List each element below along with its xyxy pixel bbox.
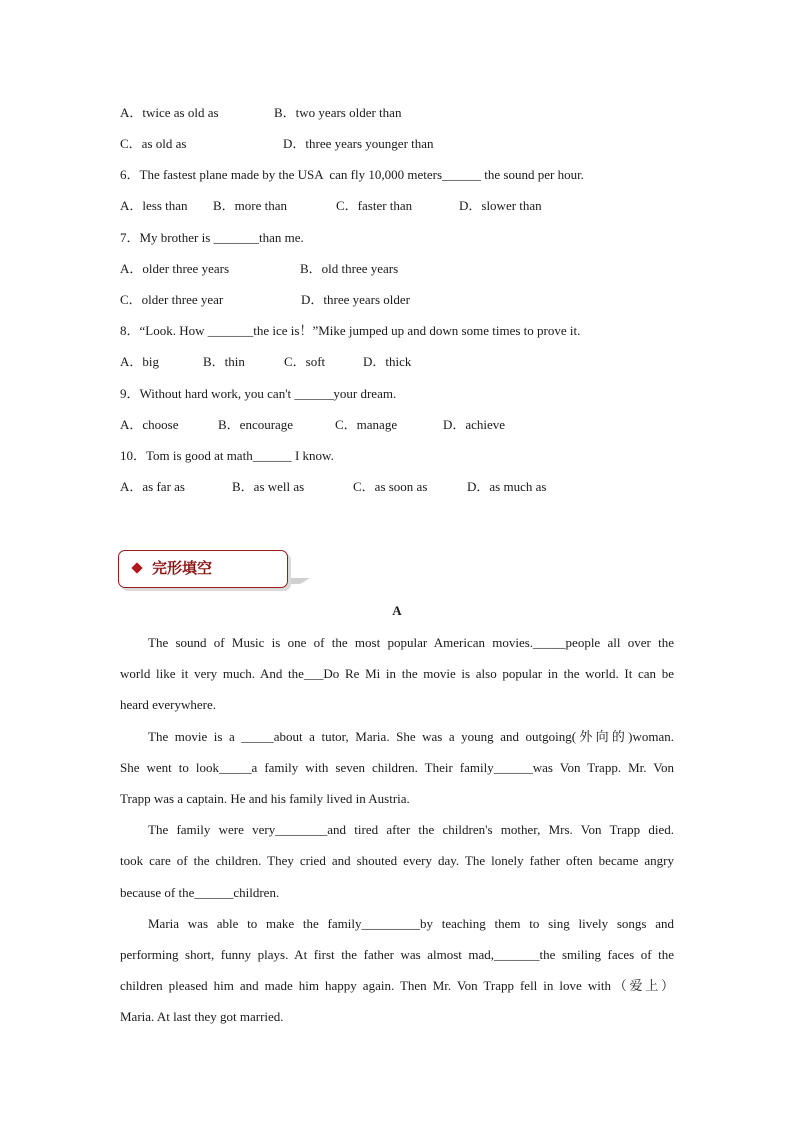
q7-option-b: B．old three years — [300, 261, 399, 276]
q9-option-a: A．choose — [120, 417, 179, 432]
q7-stem: 7．My brother is _______than me. — [120, 230, 304, 245]
passage-line: Maria. At last they got married. — [120, 1009, 284, 1024]
q8-option-a: A．big — [120, 354, 160, 369]
q9-option-c: C．manage — [335, 417, 398, 432]
q7-option-c: C．older three year — [120, 292, 224, 307]
q9-stem: 9．Without hard work, you can't ______your dream. — [120, 386, 397, 401]
q7-option-a: A．older three years — [120, 261, 230, 276]
section-title: 完形填空 — [152, 559, 213, 577]
passage-line: performing short, funny plays. At first the father was almost mad,_______the smiling faces of the — [120, 947, 674, 962]
q8-option-b: B．thin — [203, 354, 245, 369]
q5-option-d: D．three years younger than — [283, 136, 434, 151]
q10-option-c: C．as soon as — [353, 479, 428, 494]
q8-option-d: D．thick — [363, 354, 412, 369]
passage-line: Maria was able to make the family_________by teaching them to sing lively songs and — [148, 916, 674, 931]
passage-line: Trapp was a captain. He and his family lived in Austria. — [120, 791, 410, 806]
passage-line: The family were very________and tired after the children's mother, Mrs. Von Trapp died. — [148, 822, 674, 837]
passage-line: The movie is a _____about a tutor, Maria. She was a young and outgoing(外向的)woman. — [148, 729, 674, 744]
passage-line: because of the______children. — [120, 885, 280, 900]
q9-option-b: B．encourage — [218, 417, 294, 432]
q10-option-a: A．as far as — [120, 479, 185, 494]
passage-line: took care of the children. They cried and shouted every day. The lonely father often became angry — [120, 853, 674, 868]
q5-option-b: B．two years older than — [274, 105, 402, 120]
q5-option-a: A．twice as old as — [120, 105, 219, 120]
q5-option-c: C．as old as — [120, 136, 187, 151]
section-header-shadow-tail — [286, 578, 310, 584]
q6-option-d: D．slower than — [459, 198, 542, 213]
passage-label: A — [392, 603, 402, 618]
q8-stem: 8．“Look. How _______the ice is！”Mike jumped up and down some times to prove it. — [120, 323, 581, 338]
passage-line: children pleased him and made him happy again. Then Mr. Von Trapp fell in love with（爱上） — [120, 978, 674, 993]
passage-line: heard everywhere. — [120, 697, 216, 712]
q10-option-d: D．as much as — [467, 479, 547, 494]
q10-option-b: B．as well as — [232, 479, 305, 494]
q8-option-c: C．soft — [284, 354, 326, 369]
passage-line: She went to look_____a family with seven children. Their family______was Von Trapp. Mr. Von — [120, 760, 674, 775]
q10-stem: 10．Tom is good at math______ I know. — [120, 448, 334, 463]
q7-option-d: D．three years older — [301, 292, 411, 307]
q6-option-c: C．faster than — [336, 198, 413, 213]
q6-option-b: B．more than — [213, 198, 288, 213]
q6-stem: 6．The fastest plane made by the USA can fly 10,000 meters______ the sound per hour. — [120, 167, 584, 182]
q6-option-a: A．less than — [120, 198, 188, 213]
passage-line: world like it very much. And the___Do Re Mi in the movie is also popular in the world. It can be — [120, 666, 674, 681]
passage-line: The sound of Music is one of the most popular American movies._____people all over the — [148, 635, 674, 650]
q9-option-d: D．achieve — [443, 417, 506, 432]
